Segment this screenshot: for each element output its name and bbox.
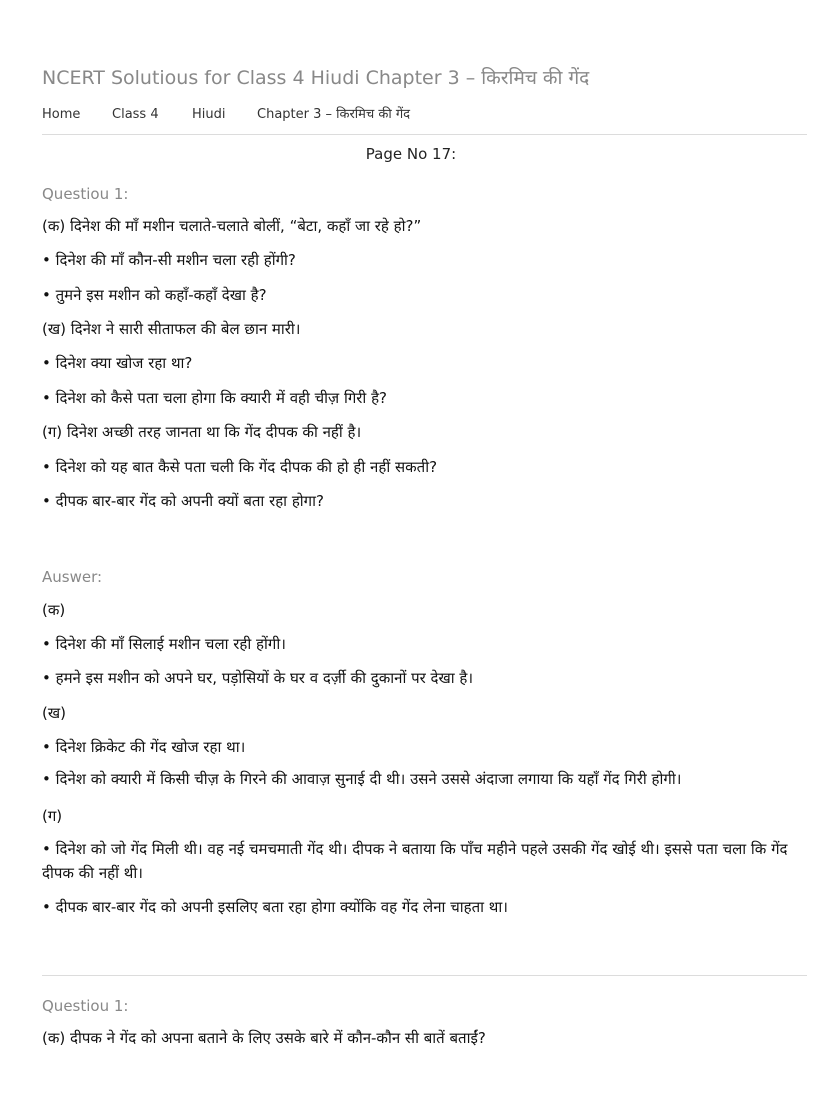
question-label: Questiou 1: — [42, 185, 129, 203]
answer-label: Auswer: — [42, 568, 103, 586]
breadcrumb-class[interactable]: Class 4 — [112, 107, 159, 122]
page-title: NCERT Solutious for Class 4 Hiudi Chapter 3 – किरमिच की गेंद — [42, 67, 590, 89]
breadcrumb — [42, 104, 410, 122]
answer-line: • दिनेश को जो गेंद मिली थी। वह नई चमचमाती गेंद थी। दीपक ने बताया कि पाँच महीने पहले उसकी गेंद खोई थी। इससे पता चला कि गेंद दीपक की नहीं थी। — [42, 840, 788, 882]
question-line: • दिनेश क्या खोज रहा था? — [42, 354, 193, 372]
section-divider — [42, 975, 807, 976]
answer-line: • दीपक बार-बार गेंद को अपनी इसलिए बता रहा होगा क्योंकि वह गेंद लेना चाहता था। — [42, 898, 508, 916]
question-line: (ग) दिनेश अच्छी तरह जानता था कि गेंद दीपक की नहीं है। — [42, 423, 362, 441]
answer-line: (क) — [42, 601, 66, 619]
breadcrumb-chapter[interactable]: Chapter 3 – किरमिच की गेंद — [257, 107, 411, 122]
question-line: (क) दीपक ने गेंद को अपना बताने के लिए उसके बारे में कौन-कौन सी बातें बताईं? — [42, 1029, 486, 1047]
answer-line: • दिनेश की माँ सिलाई मशीन चला रही होंगी। — [42, 635, 286, 653]
breadcrumb-home[interactable]: Home — [42, 107, 81, 122]
answer-line: • हमने इस मशीन को अपने घर, पड़ोसियों के घर व दर्ज़ी की दुकानों पर देखा है। — [42, 669, 474, 687]
question-line: (ख) दिनेश ने सारी सीताफल की बेल छान मारी। — [42, 320, 301, 338]
question-line: • दिनेश की माँ कौन-सी मशीन चला रही होंगी? — [42, 251, 296, 269]
question-label: Questiou 1: — [42, 997, 129, 1015]
answer-line: • दिनेश को क्यारी में किसी चीज़ के गिरने की आवाज़ सुनाई दी थी। उसने उससे अंदाजा लगाया कि यहाँ गेंद गिरी होगी। — [42, 770, 682, 788]
answer-line: • दिनेश क्रिकेट की गेंद खोज रहा था। — [42, 738, 246, 756]
breadcrumb-subject[interactable]: Hiudi — [192, 107, 226, 122]
header-divider — [42, 134, 807, 135]
question-line: • तुमने इस मशीन को कहाँ-कहाँ देखा है? — [42, 286, 267, 304]
question-line: • दिनेश को यह बात कैसे पता चली कि गेंद दीपक की हो ही नहीं सकती? — [42, 458, 438, 476]
answer-line: (ग) — [42, 807, 63, 825]
answer-line: (ख) — [42, 704, 66, 722]
page-number: Page No 17: — [365, 145, 457, 163]
question-line: • दिनेश को कैसे पता चला होगा कि क्यारी में वही चीज़ गिरी है? — [42, 389, 388, 407]
question-line: (क) दिनेश की माँ मशीन चलाते-चलाते बोलीं, “बेटा, कहाँ जा रहे हो?” — [42, 217, 422, 235]
question-line: • दीपक बार-बार गेंद को अपनी क्यों बता रहा होगा? — [42, 492, 324, 510]
